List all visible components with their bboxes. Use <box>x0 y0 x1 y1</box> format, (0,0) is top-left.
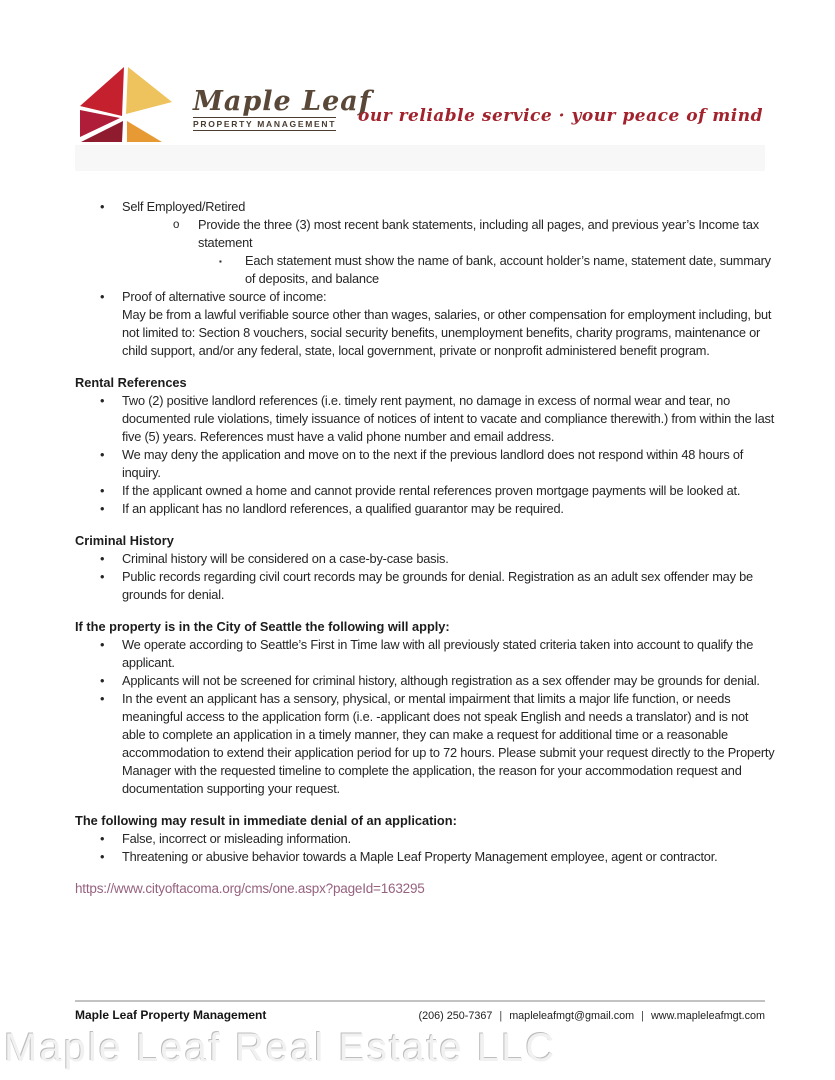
list-item-text: If an applicant has no landlord references, a qualified guarantor may be required. <box>122 501 564 516</box>
bullet-marker: • <box>100 551 105 566</box>
list-item <box>75 198 775 216</box>
list-item <box>75 568 775 604</box>
bullet-marker: ▪ <box>219 257 222 266</box>
list-item-text: Self Employed/Retired <box>122 199 246 214</box>
bullet-marker: • <box>100 569 105 584</box>
bullet-marker: • <box>100 673 105 688</box>
list-item <box>75 252 775 288</box>
logo-facet-orange <box>127 121 162 142</box>
list-item-text: Proof of alternative source of income: <box>122 289 327 304</box>
bullet-marker: • <box>100 199 105 214</box>
watermark-text: Maple Leaf Real Estate LLC <box>4 1026 557 1070</box>
cityoftacoma-link[interactable]: https://www.cityoftacoma.org/cms/one.aspx?pageId=163295 <box>75 881 425 896</box>
footer-contact-info <box>419 1010 765 1022</box>
list-continuation <box>75 306 775 360</box>
footer-divider <box>75 1000 765 1002</box>
list-item-text: Two (2) positive landlord references (i.e. timely rent payment, no damage in excess of normal wear and tear, no documented rule violations, timely issuance of notices of intent to vacate and compliance therewith.) from within the last five (5) years. References must have a valid phone number and email address. <box>122 393 775 444</box>
list-item <box>75 446 775 482</box>
list-item-text: Criminal history will be considered on a case-by-case basis. <box>122 551 449 566</box>
bullet-marker: • <box>100 849 105 864</box>
list-item <box>75 216 775 252</box>
footer-email: mapleleafmgt@gmail.com <box>509 1010 635 1022</box>
document-body <box>75 198 775 866</box>
footer <box>75 1008 765 1022</box>
bullet-marker: • <box>100 501 105 516</box>
document-section <box>75 198 775 360</box>
bullet-marker: • <box>100 289 105 304</box>
document-section <box>75 812 775 866</box>
list-item <box>75 636 775 672</box>
list-item <box>75 672 775 690</box>
section-heading: Criminal History <box>75 533 174 548</box>
list-item-text: Threatening or abusive behavior towards a Maple Leaf Property Management employee, agent or contractor. <box>122 849 718 864</box>
footer-phone: (206) 250-7367 <box>418 1010 493 1022</box>
list-item-text: Provide the three (3) most recent bank statements, including all pages, and previous year’s Income tax statement <box>198 217 759 250</box>
company-logo <box>75 66 371 144</box>
company-tagline: our reliable service · your peace of mind <box>358 106 763 126</box>
bullet-marker: • <box>100 637 105 652</box>
bullet-marker: • <box>100 831 105 846</box>
bullet-marker: • <box>100 483 105 498</box>
list-item <box>75 550 775 568</box>
bullet-marker: o <box>173 219 180 231</box>
logo-facet-gold <box>126 67 172 114</box>
list-item-text: Applicants will not be screened for criminal history, although registration as a sex offender may be grounds for denial. <box>122 673 760 688</box>
list-item-text: We may deny the application and move on to the next if the previous landlord does not respond within 48 hours of inquiry. <box>122 447 744 480</box>
list-item-text: In the event an applicant has a sensory, physical, or mental impairment that limits a major life function, or needs meaningful access to the application form (i.e. -applicant does not speak English and needs a translator) and is not able to complete an application in a timely manner, they can make a request for additional time or a reasonable accommodation to extend their application period for up to 72 hours. Please submit your request directly to the Property Manager with the requested timeline to complete the application, the reason for your accommodation request and documentation supporting your request. <box>122 691 775 796</box>
list-item-text: If the applicant owned a home and cannot provide rental references proven mortgage payments will be looked at. <box>122 483 741 498</box>
footer-website: www.mapleleafmgt.com <box>650 1010 765 1022</box>
footer-separator: | <box>499 1010 503 1022</box>
header-divider-band <box>75 145 765 171</box>
maple-leaf-house-icon <box>75 66 181 144</box>
list-item <box>75 500 775 518</box>
bullet-marker: • <box>100 691 105 706</box>
document-section <box>75 532 775 604</box>
section-heading: Rental References <box>75 375 187 390</box>
list-item <box>75 392 775 446</box>
list-item <box>75 830 775 848</box>
list-item-text: We operate according to Seattle’s First in Time law with all previously stated criteria taken into account to qualify the applicant. <box>122 637 754 670</box>
footer-company-name: Maple Leaf Property Management <box>75 1008 267 1022</box>
section-heading: The following may result in immediate denial of an application: <box>75 813 457 828</box>
list-item <box>75 288 775 306</box>
list-item <box>75 482 775 500</box>
logo-facet-red <box>80 67 124 116</box>
logo-text <box>193 88 371 131</box>
list-item <box>75 848 775 866</box>
document-section <box>75 374 775 518</box>
brand-subtitle: PROPERTY MANAGEMENT <box>193 119 337 129</box>
list-item-text: False, incorrect or misleading information. <box>122 831 351 846</box>
list-item-text: Each statement must show the name of bank, account holder’s name, statement date, summary of deposits, and balance <box>245 253 771 286</box>
document-content <box>75 198 775 898</box>
footer-separator: | <box>641 1010 644 1022</box>
document-section <box>75 618 775 798</box>
list-item-text: May be from a lawful verifiable source other than wages, salaries, or other compensation for employment including, but not limited to: Section 8 vouchers, social security benefits, unemployment benefits, charity programs, maintenance or child support, and/or any federal, state, local government, private or nonprofit administered benefit program. <box>122 307 772 358</box>
bullet-marker: • <box>100 447 105 462</box>
bullet-marker: • <box>100 393 105 408</box>
brand-name: Maple Leaf <box>193 86 372 117</box>
section-heading: If the property is in the City of Seattle the following will apply: <box>75 619 450 634</box>
list-item-text: Public records regarding civil court records may be grounds for denial. Registration as an adult sex offender may be grounds for denial. <box>122 569 753 602</box>
list-item <box>75 690 775 798</box>
